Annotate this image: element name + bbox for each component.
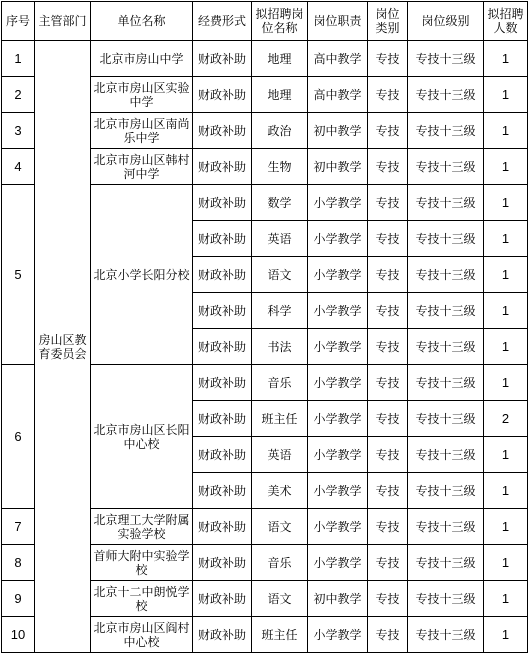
- count-cell: 1: [484, 473, 528, 509]
- header-unit: 单位名称: [91, 2, 193, 41]
- count-cell: 1: [484, 617, 528, 653]
- funding-cell: 财政补助: [193, 617, 252, 653]
- funding-cell: 财政补助: [193, 329, 252, 365]
- unit-cell: 北京市房山区南尚乐中学: [91, 113, 193, 149]
- duty-cell: 小学教学: [308, 293, 368, 329]
- count-cell: 1: [484, 581, 528, 617]
- post-cell: 英语: [252, 221, 308, 257]
- level-cell: 专技十三级: [408, 77, 484, 113]
- post-cell: 音乐: [252, 365, 308, 401]
- post-cell: 语文: [252, 509, 308, 545]
- duty-cell: 小学教学: [308, 401, 368, 437]
- category-cell: 专技: [368, 329, 408, 365]
- seq-cell: 3: [2, 113, 35, 149]
- funding-cell: 财政补助: [193, 365, 252, 401]
- level-cell: 专技十三级: [408, 401, 484, 437]
- duty-cell: 高中教学: [308, 41, 368, 77]
- post-cell: 美术: [252, 473, 308, 509]
- post-cell: 科学: [252, 293, 308, 329]
- funding-cell: 财政补助: [193, 149, 252, 185]
- count-cell: 1: [484, 509, 528, 545]
- level-cell: 专技十三级: [408, 581, 484, 617]
- post-cell: 班主任: [252, 401, 308, 437]
- count-cell: 1: [484, 365, 528, 401]
- duty-cell: 小学教学: [308, 329, 368, 365]
- level-cell: 专技十三级: [408, 437, 484, 473]
- funding-cell: 财政补助: [193, 437, 252, 473]
- level-cell: 专技十三级: [408, 293, 484, 329]
- category-cell: 专技: [368, 581, 408, 617]
- duty-cell: 小学教学: [308, 185, 368, 221]
- level-cell: 专技十三级: [408, 221, 484, 257]
- count-cell: 1: [484, 41, 528, 77]
- seq-cell: 5: [2, 185, 35, 365]
- funding-cell: 财政补助: [193, 257, 252, 293]
- duty-cell: 高中教学: [308, 77, 368, 113]
- count-cell: 1: [484, 113, 528, 149]
- level-cell: 专技十三级: [408, 365, 484, 401]
- recruitment-table: [1, 1, 528, 653]
- level-cell: 专技十三级: [408, 185, 484, 221]
- post-cell: 数学: [252, 185, 308, 221]
- seq-cell: 7: [2, 509, 35, 545]
- count-cell: 1: [484, 149, 528, 185]
- header-seq: 序号: [2, 2, 35, 41]
- seq-cell: 1: [2, 41, 35, 77]
- level-cell: 专技十三级: [408, 545, 484, 581]
- category-cell: 专技: [368, 185, 408, 221]
- count-cell: 1: [484, 329, 528, 365]
- unit-cell: 北京小学长阳分校: [91, 185, 193, 365]
- count-cell: 1: [484, 185, 528, 221]
- category-cell: 专技: [368, 401, 408, 437]
- funding-cell: 财政补助: [193, 113, 252, 149]
- unit-cell: 北京市房山中学: [91, 41, 193, 77]
- header-duty: 岗位职责: [308, 2, 368, 41]
- duty-cell: 小学教学: [308, 257, 368, 293]
- duty-cell: 初中教学: [308, 149, 368, 185]
- post-cell: 地理: [252, 41, 308, 77]
- table-row: [2, 41, 528, 77]
- category-cell: 专技: [368, 149, 408, 185]
- unit-cell: 北京市房山区阎村中心校: [91, 617, 193, 653]
- category-cell: 专技: [368, 617, 408, 653]
- header-level: 岗位级别: [408, 2, 484, 41]
- funding-cell: 财政补助: [193, 581, 252, 617]
- category-cell: 专技: [368, 257, 408, 293]
- seq-cell: 6: [2, 365, 35, 509]
- funding-cell: 财政补助: [193, 545, 252, 581]
- duty-cell: 小学教学: [308, 473, 368, 509]
- duty-cell: 小学教学: [308, 437, 368, 473]
- funding-cell: 财政补助: [193, 473, 252, 509]
- post-cell: 语文: [252, 257, 308, 293]
- unit-cell: 北京市房山区韩村河中学: [91, 149, 193, 185]
- header-row: [2, 2, 528, 41]
- category-cell: 专技: [368, 509, 408, 545]
- level-cell: 专技十三级: [408, 41, 484, 77]
- duty-cell: 小学教学: [308, 617, 368, 653]
- unit-cell: 北京十二中朗悦学校: [91, 581, 193, 617]
- header-funding: 经费形式: [193, 2, 252, 41]
- category-cell: 专技: [368, 41, 408, 77]
- category-cell: 专技: [368, 437, 408, 473]
- post-cell: 音乐: [252, 545, 308, 581]
- duty-cell: 初中教学: [308, 113, 368, 149]
- funding-cell: 财政补助: [193, 401, 252, 437]
- level-cell: 专技十三级: [408, 113, 484, 149]
- category-cell: 专技: [368, 77, 408, 113]
- level-cell: 专技十三级: [408, 509, 484, 545]
- level-cell: 专技十三级: [408, 617, 484, 653]
- duty-cell: 小学教学: [308, 365, 368, 401]
- post-cell: 政治: [252, 113, 308, 149]
- unit-cell: 首师大附中实验学校: [91, 545, 193, 581]
- duty-cell: 小学教学: [308, 221, 368, 257]
- funding-cell: 财政补助: [193, 41, 252, 77]
- funding-cell: 财政补助: [193, 509, 252, 545]
- seq-cell: 4: [2, 149, 35, 185]
- post-cell: 书法: [252, 329, 308, 365]
- post-cell: 地理: [252, 77, 308, 113]
- header-category: 岗位类别: [368, 2, 408, 41]
- post-cell: 生物: [252, 149, 308, 185]
- funding-cell: 财政补助: [193, 221, 252, 257]
- seq-cell: 9: [2, 581, 35, 617]
- category-cell: 专技: [368, 545, 408, 581]
- count-cell: 1: [484, 437, 528, 473]
- seq-cell: 2: [2, 77, 35, 113]
- level-cell: 专技十三级: [408, 329, 484, 365]
- level-cell: 专技十三级: [408, 257, 484, 293]
- duty-cell: 小学教学: [308, 545, 368, 581]
- level-cell: 专技十三级: [408, 473, 484, 509]
- count-cell: 1: [484, 221, 528, 257]
- category-cell: 专技: [368, 293, 408, 329]
- funding-cell: 财政补助: [193, 293, 252, 329]
- header-dept: 主管部门: [35, 2, 91, 41]
- header-post-name: 拟招聘岗位名称: [252, 2, 308, 41]
- funding-cell: 财政补助: [193, 185, 252, 221]
- post-cell: 语文: [252, 581, 308, 617]
- count-cell: 1: [484, 257, 528, 293]
- count-cell: 1: [484, 77, 528, 113]
- funding-cell: 财政补助: [193, 77, 252, 113]
- seq-cell: 8: [2, 545, 35, 581]
- header-count: 拟招聘人数: [484, 2, 528, 41]
- post-cell: 班主任: [252, 617, 308, 653]
- duty-cell: 初中教学: [308, 581, 368, 617]
- unit-cell: 北京理工大学附属实验学校: [91, 509, 193, 545]
- count-cell: 1: [484, 293, 528, 329]
- category-cell: 专技: [368, 221, 408, 257]
- duty-cell: 小学教学: [308, 509, 368, 545]
- level-cell: 专技十三级: [408, 149, 484, 185]
- category-cell: 专技: [368, 113, 408, 149]
- dept-cell: 房山区教育委员会: [35, 41, 91, 653]
- category-cell: 专技: [368, 473, 408, 509]
- count-cell: 2: [484, 401, 528, 437]
- post-cell: 英语: [252, 437, 308, 473]
- table-body: [2, 41, 528, 653]
- unit-cell: 北京市房山区长阳中心校: [91, 365, 193, 509]
- unit-cell: 北京市房山区实验中学: [91, 77, 193, 113]
- count-cell: 1: [484, 545, 528, 581]
- seq-cell: 10: [2, 617, 35, 653]
- category-cell: 专技: [368, 365, 408, 401]
